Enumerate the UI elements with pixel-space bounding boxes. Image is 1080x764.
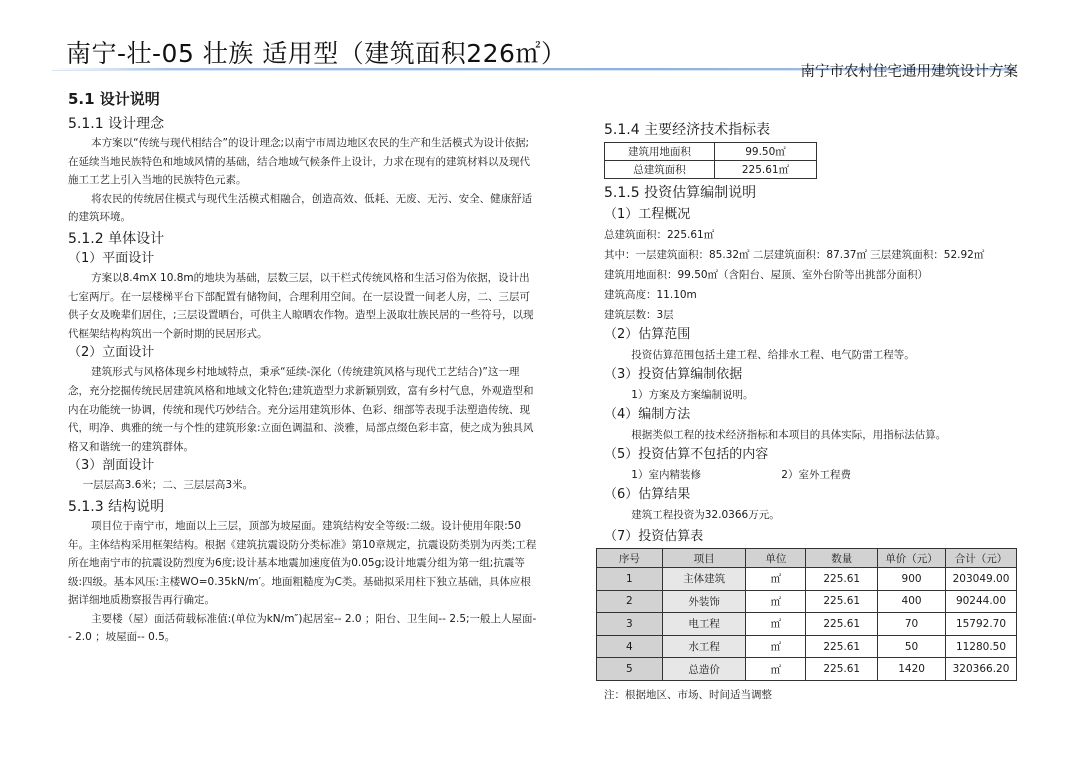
economic-indicators-table: [604, 142, 817, 179]
section-heading-5-1-4: 5.1.4 主要经济技术指标表: [604, 122, 771, 138]
table-cell: 11280.50: [946, 635, 1017, 658]
table-row: [597, 635, 1017, 658]
column-header: 数量: [806, 549, 878, 568]
table-cell: 225.61: [806, 590, 878, 613]
column-header: 项目: [662, 549, 746, 568]
column-header: 合计（元）: [946, 549, 1017, 568]
table-row: [597, 658, 1017, 681]
estimate-table: [596, 548, 1017, 681]
subheading-overview: （1）工程概况: [604, 207, 691, 222]
column-header: 单位: [746, 549, 806, 568]
table-cell: 90244.00: [946, 590, 1017, 613]
text-line: [604, 465, 1024, 485]
subheading-estimate-table: （7）投资估算表: [604, 529, 704, 544]
text-line: 建筑工程投资为32.0366万元。: [631, 509, 780, 521]
table-cell: 3: [597, 613, 663, 636]
text-line: 其中：一层建筑面积：85.32㎡ 二层建筑面积：87.37㎡ 三层建筑面积：52.92㎡: [604, 249, 985, 261]
table-cell: 99.50㎡: [715, 143, 817, 161]
table-cell: 15792.70: [946, 613, 1017, 636]
exclusion-item: 2）室外工程费: [781, 469, 851, 481]
table-row: [605, 161, 817, 179]
table-cell: 总建筑面积: [605, 161, 715, 179]
table-cell: 225.61: [806, 613, 878, 636]
section-heading-5-1-3: 5.1.3 结构说明: [68, 498, 165, 515]
table-cell: ㎡: [746, 590, 806, 613]
table-cell: 总造价: [662, 658, 746, 681]
text-line: 总建筑面积：225.61㎡: [604, 229, 715, 241]
text-line: 投资估算范围包括土建工程、给排水工程、电气防雷工程等。: [631, 349, 915, 361]
table-cell: 建筑用地面积: [605, 143, 715, 161]
table-cell: 主体建筑: [662, 568, 746, 591]
page-title: 南宁-壮-05 壮族 适用型（建筑面积226㎡）: [66, 39, 567, 68]
table-row: [597, 568, 1017, 591]
column-header: 单价（元）: [878, 549, 946, 568]
table-cell: 203049.00: [946, 568, 1017, 591]
table-cell: 4: [597, 635, 663, 658]
subheading-scope: （2）估算范围: [604, 327, 691, 342]
table-cell: 外装饰: [662, 590, 746, 613]
table-cell: 225.61: [806, 568, 878, 591]
exclusion-item: 1）室内精装修: [631, 469, 701, 481]
table-cell: 225.61: [806, 635, 878, 658]
table-cell: 2: [597, 590, 663, 613]
table-cell: 225.61㎡: [715, 161, 817, 179]
table-header-row: [597, 549, 1017, 568]
text-line: 1）方案及方案编制说明。: [631, 389, 754, 401]
table-cell: 225.61: [806, 658, 878, 681]
subheading-plan-design: （1）平面设计: [68, 250, 155, 266]
table-cell: 70: [878, 613, 946, 636]
right-column: [604, 118, 1024, 705]
table-cell: 5: [597, 658, 663, 681]
subheading-result: （6）估算结果: [604, 487, 691, 502]
paragraph-structure-2: 主要楼（屋）面活荷载标准值:(单位为kN/m″)起居室-- 2.0 ；阳台、卫生间-- 2.5;一般上人屋面-- 2.0 ；坡屋面-- 0.5。: [68, 612, 537, 644]
paragraph-structure-1: 项目位于南宁市，地面以上三层，顶部为坡屋面。建筑结构安全等级:二级。设计使用年限:50年。主体结构采用框架结构。根据《建筑抗震设防分类标准》第10章规定，抗震设防类别为丙类;工程所在地南宁市的抗震设防烈度为6度;设计基本地震加速度值为0.05g;设计地震分组为第一组;抗震等级:四级。基本风压:主楼WO=0.35kN/m′。地面粗糙度为C类。基础拟采用柱下独立基础，具体应根据详细地质勘察报告再行确定。: [68, 519, 537, 607]
text-line: 建筑用地面积：99.50㎡（含阳台、屋顶、室外台阶等出挑部分面积）: [604, 269, 929, 281]
column-header: 序号: [597, 549, 663, 568]
subheading-method: （4）编制方法: [604, 407, 691, 422]
subheading-elevation-design: （2）立面设计: [68, 345, 155, 361]
table-cell: 50: [878, 635, 946, 658]
table-cell: 320366.20: [946, 658, 1017, 681]
section-heading-5-1-1: 5.1.1 设计理念: [68, 116, 165, 132]
paragraph-design-concept-1: 本方案以“传统与现代相结合”的设计理念;以南宁市周边地区农民的生产和生活模式为设计依据;在延续当地民族特色和地域风情的基础，结合地域气候条件上设计，力求在现有的建筑材料以及现代施工工艺上引入当地的民族特色元素。: [68, 137, 530, 187]
table-row: [597, 613, 1017, 636]
table-note: 注：根据地区、市场、时间适当调整: [604, 688, 772, 701]
paragraph-design-concept-2: 将农民的传统居住模式与现代生活模式相融合，创造高效、低耗、无废、无污、安全、健康舒适的建筑环境。: [68, 192, 533, 224]
section-heading-5-1-5: 5.1.5 投资估算编制说明: [604, 185, 757, 201]
table-cell: 1: [597, 568, 663, 591]
table-cell: ㎡: [746, 568, 806, 591]
paragraph-elevation-design: 建筑形式与风格体现乡村地域特点，秉承“延续-深化（传统建筑风格与现代工艺结合)”这一理念，充分挖掘传统民居建筑风格和地域文化特色;建筑造型力求新颖别致，富有乡村气息，外观造型和内在功能统一协调，传统和现代巧妙结合。充分运用建筑形体、色彩、细部等表现手法塑造传统、现代，明净、典雅的统一与个性的建筑形象:立面色调温和、淡雅，局部点缀色彩丰富，使之成为独具风格又和谐统一的建筑群体。: [68, 366, 534, 453]
table-cell: 400: [878, 590, 946, 613]
subheading-exclusions: （5）投资估算不包括的内容: [604, 447, 769, 462]
table-cell: 水工程: [662, 635, 746, 658]
page-subtitle: 南宁市农村住宅通用建筑设计方案: [800, 64, 1018, 80]
paragraph-plan-design: 方案以8.4mX 10.8m的地块为基础，层数三层，以干栏式传统风格和生活习俗为依据，设计出七室两厅。在一层楼梯平台下部配置有储物间，合理利用空间。在一层设置一间老人房，二、三层可供子女及晚辈们居住，;三层设置晒台，可供主人晾晒农作物。造型上汲取壮族民居的一些符号，以现代框架结构构筑出一个新时期的民居形式。: [68, 271, 534, 340]
table-cell: ㎡: [746, 613, 806, 636]
table-row: [597, 590, 1017, 613]
section-heading-5-1-2: 5.1.2 单体设计: [68, 230, 165, 247]
table-cell: ㎡: [746, 635, 806, 658]
table-cell: 900: [878, 568, 946, 591]
left-column: [68, 88, 538, 647]
table-cell: ㎡: [746, 658, 806, 681]
table-cell: 电工程: [662, 613, 746, 636]
table-row: [605, 143, 817, 161]
text-line: 根据类似工程的技术经济指标和本项目的具体实际，用指标法估算。: [631, 429, 947, 441]
paragraph-section-design: 一层层高3.6米；二、三层层高3米。: [82, 479, 254, 492]
text-line: 建筑高度：11.10m: [604, 289, 697, 301]
table-cell: 1420: [878, 658, 946, 681]
text-line: 建筑层数：3层: [604, 309, 674, 321]
subheading-basis: （3）投资估算编制依据: [604, 367, 743, 382]
subheading-section-design: （3）剖面设计: [68, 458, 155, 474]
section-heading-5-1: 5.1 设计说明: [68, 90, 160, 108]
